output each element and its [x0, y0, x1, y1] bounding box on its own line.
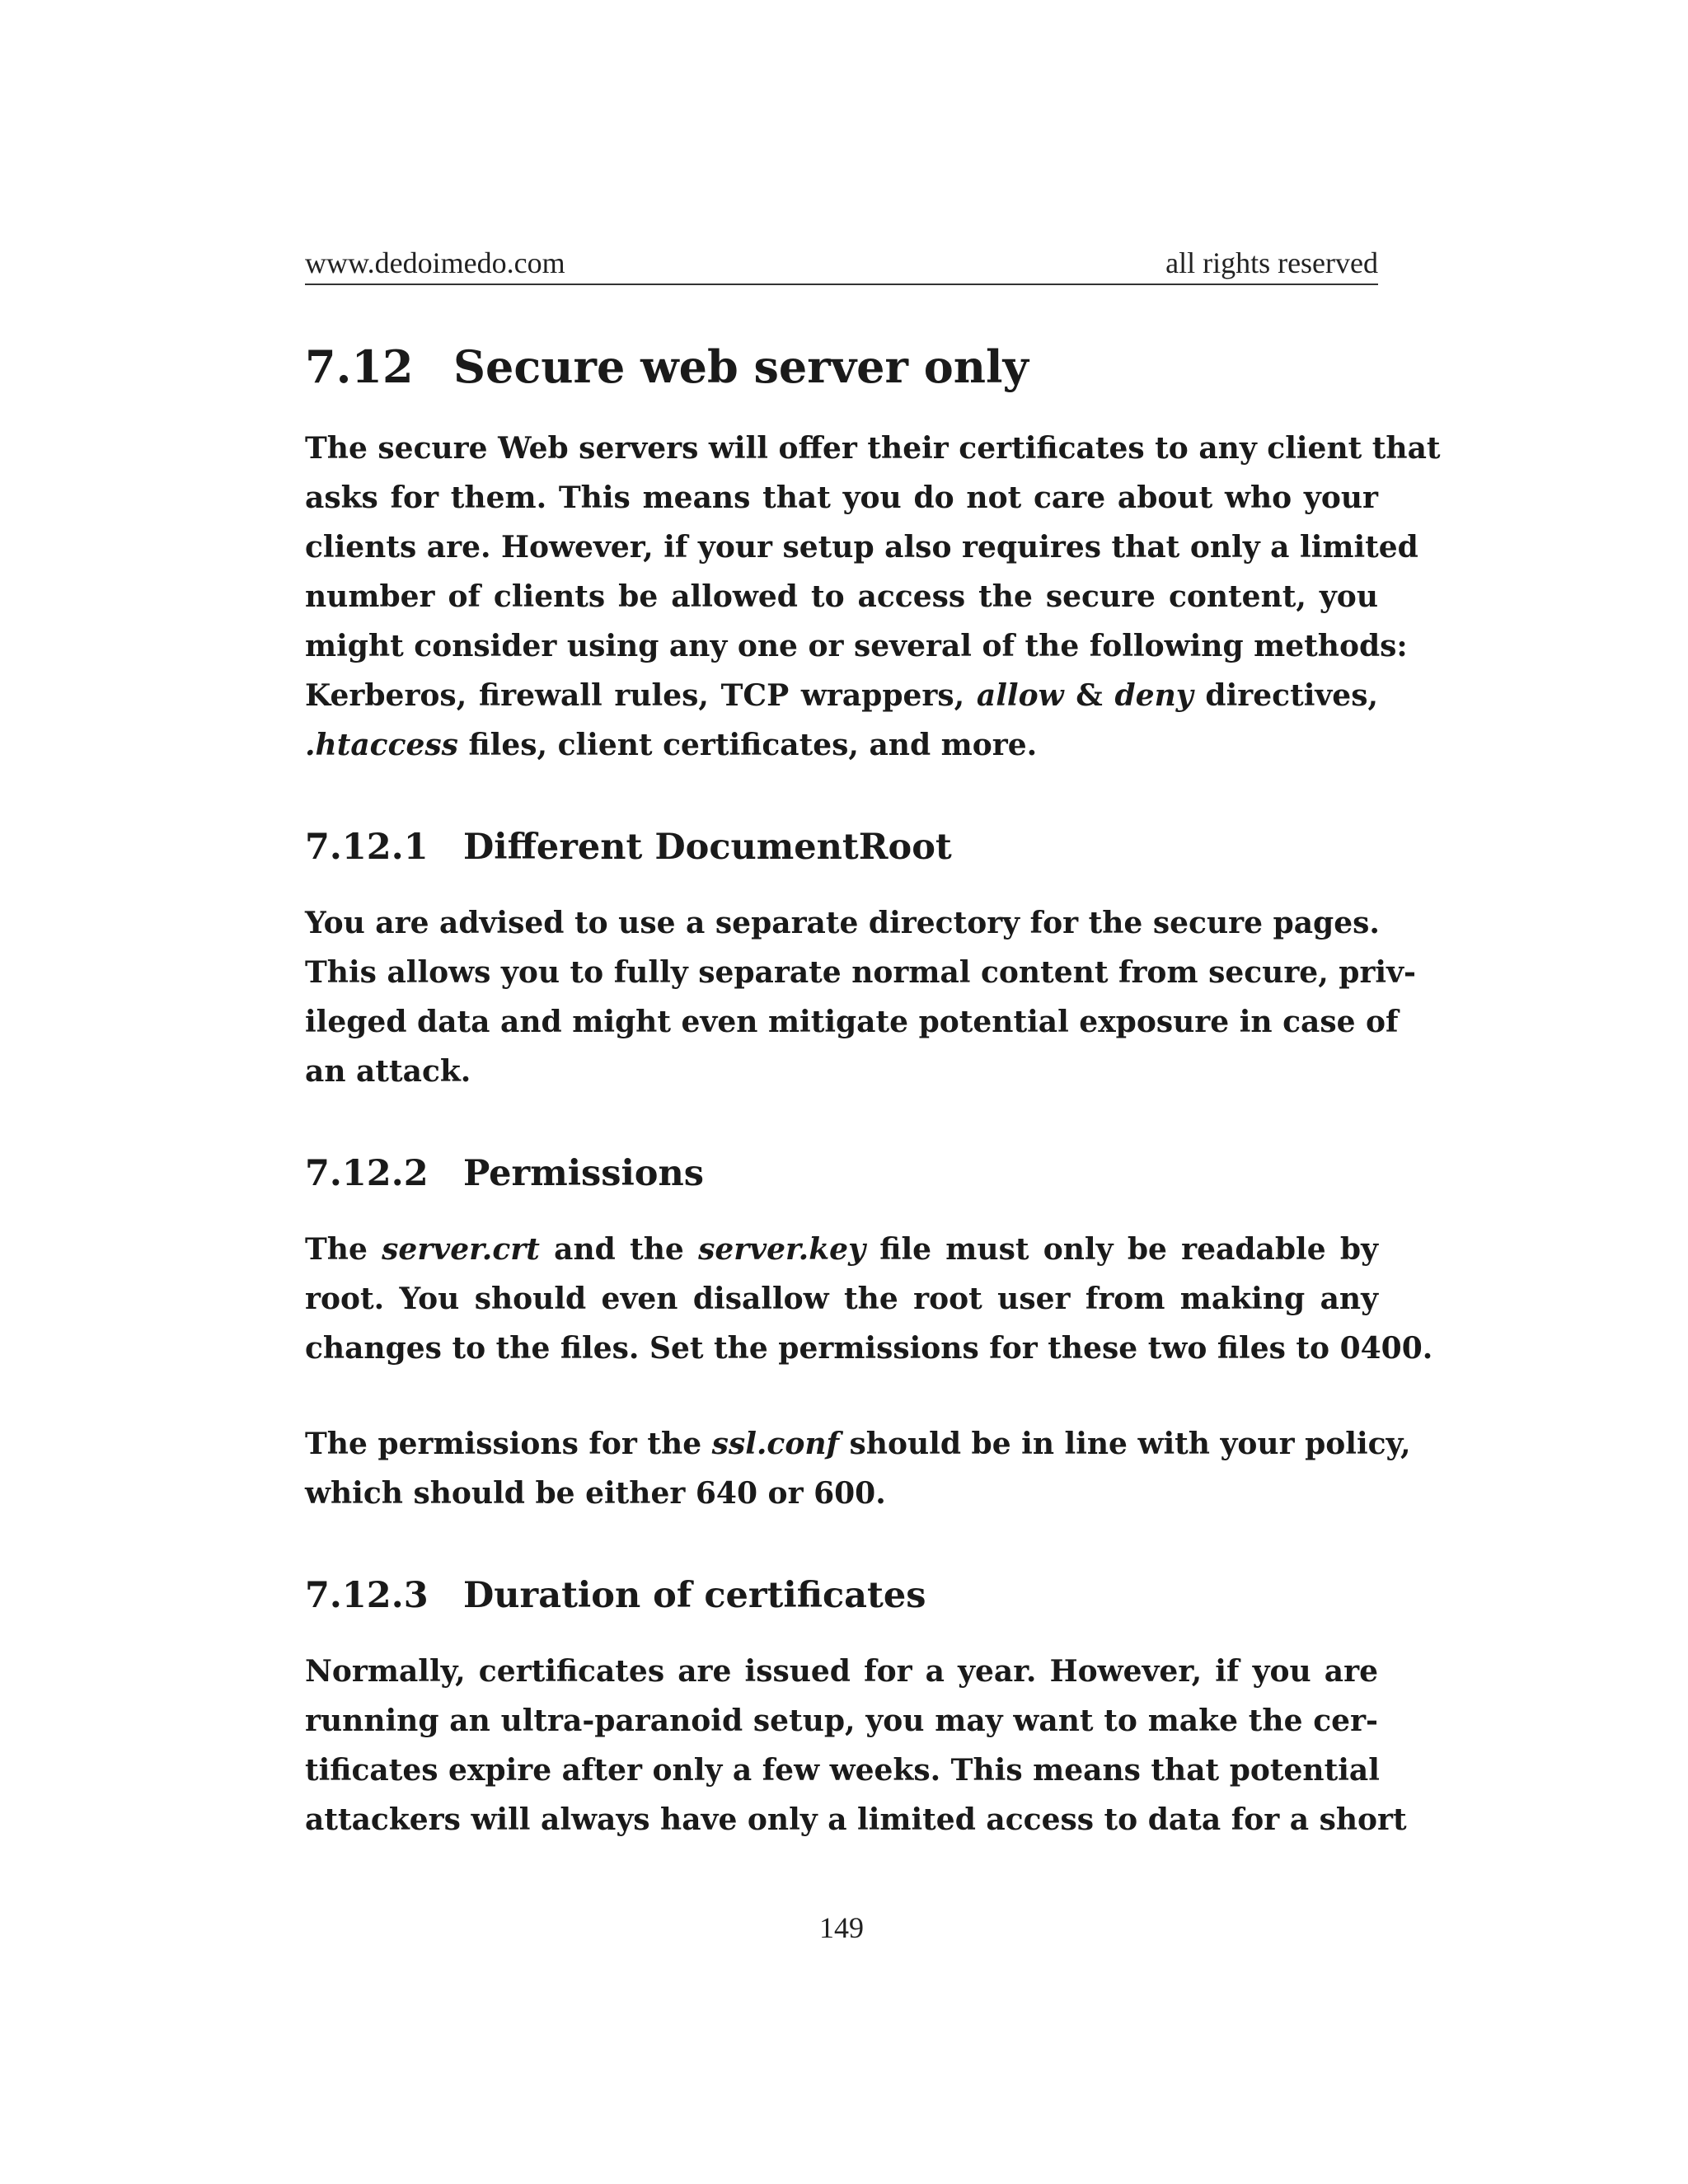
intro-line-6-end: directives,	[1193, 678, 1378, 713]
permissions-line-2: root. You should even disallow the root user from making any	[305, 1282, 1378, 1316]
documentroot-line-3: ileged data and might even mitigate potential exposure in case of	[305, 1005, 1399, 1039]
htaccess-filename: .htaccess	[305, 728, 458, 762]
duration-line-2: running an ultra-paranoid setup, you may want to make the cer-	[305, 1704, 1378, 1738]
documentroot-line-2: This allows you to fully separate normal content from secure, priv-	[305, 955, 1416, 990]
intro-line-6-amp: &	[1063, 678, 1115, 713]
subsection-number: 7.12.2	[305, 1153, 429, 1194]
section-intro-paragraph	[305, 424, 1441, 770]
documentroot-line-1: You are advised to use a separate directory for the secure pages.	[305, 906, 1380, 940]
document-page	[305, 0, 1441, 2184]
intro-line-4: number of clients be allowed to access the secure content, you	[305, 579, 1378, 614]
page-number: 149	[819, 1911, 864, 1944]
intro-line-6	[305, 671, 1378, 720]
duration-line-1: Normally, certificates are issued for a year. However, if you are	[305, 1654, 1378, 1689]
running-header	[305, 239, 1378, 285]
intro-line-7	[305, 720, 1378, 770]
intro-line-2: asks for them. This means that you do not care about who your	[305, 480, 1378, 515]
permissions-line-1-end: file must only be readable by	[865, 1232, 1378, 1267]
intro-line-7-text: files, client certificates, and more.	[457, 728, 1038, 762]
subsection-heading-documentroot	[305, 823, 952, 872]
allow-directive: allow	[976, 678, 1064, 713]
permissions-line-1-start: The	[305, 1232, 382, 1267]
permissions-paragraph-1	[305, 1225, 1433, 1373]
intro-line-6-text: Kerberos, firewall rules, TCP wrappers,	[305, 678, 977, 713]
permissions-paragraph-2	[305, 1419, 1411, 1518]
subsection-title: Permissions	[463, 1153, 704, 1194]
ssl-conf-filename: ssl.conf	[711, 1427, 839, 1461]
permissions2-line-2: which should be either 640 or 600.	[305, 1476, 886, 1511]
header-website: www.dedoimedo.com	[305, 246, 565, 279]
permissions-line-3: changes to the files. Set the permissions for these two files to 0400.	[305, 1331, 1433, 1366]
section-number: 7.12	[305, 340, 414, 393]
header-copyright: all rights reserved	[1165, 246, 1378, 279]
intro-line-5: might consider using any one or several of the following methods:	[305, 629, 1408, 663]
section-title: Secure web server only	[453, 340, 1029, 393]
server-crt-filename: server.crt	[382, 1232, 540, 1267]
duration-line-4: attackers will always have only a limited access to data for a short	[305, 1802, 1407, 1837]
documentroot-paragraph	[305, 898, 1416, 1096]
intro-line-3: clients are. However, if your setup also requires that only a limited	[305, 530, 1418, 565]
subsection-heading-permissions	[305, 1149, 704, 1198]
permissions-line-1-mid: and the	[539, 1232, 699, 1267]
permissions2-line-1-start: The permissions for the	[305, 1427, 712, 1461]
permissions2-line-1	[305, 1419, 1411, 1469]
subsection-number: 7.12.1	[305, 827, 429, 868]
subsection-number: 7.12.3	[305, 1575, 429, 1616]
permissions2-line-1-end: should be in line with your policy,	[839, 1427, 1411, 1461]
deny-directive: deny	[1114, 678, 1193, 713]
subsection-heading-duration	[305, 1571, 926, 1620]
subsection-title: Duration of certificates	[463, 1575, 926, 1616]
documentroot-line-4: an attack.	[305, 1054, 471, 1089]
duration-line-3: tificates expire after only a few weeks. This means that potential	[305, 1753, 1380, 1788]
section-heading	[305, 338, 1029, 396]
server-key-filename: server.key	[698, 1232, 865, 1267]
permissions-line-1	[305, 1225, 1378, 1274]
intro-line-1: The secure Web servers will offer their certificates to any client that	[305, 431, 1441, 466]
duration-paragraph	[305, 1647, 1407, 1844]
subsection-title: Different DocumentRoot	[463, 827, 952, 868]
